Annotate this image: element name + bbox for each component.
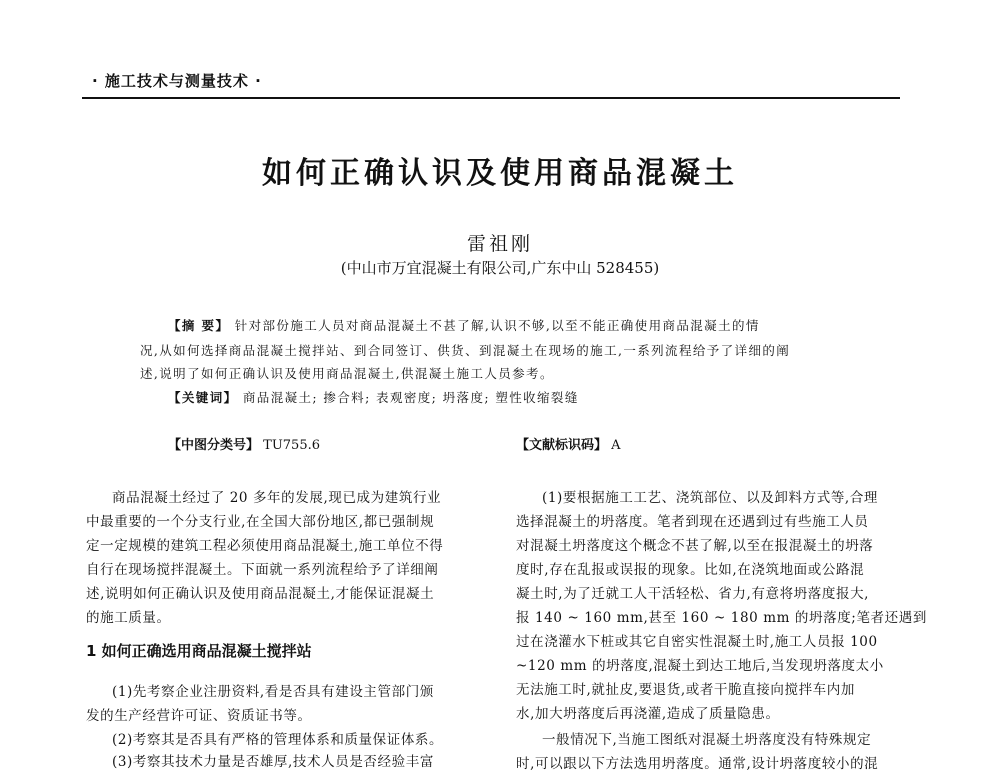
body-line: 水,加大坍落度后再浇灌,造成了质量隐患。 xyxy=(516,706,780,722)
abstract-label: 【摘 要】 xyxy=(168,318,230,333)
body-line: 的施工质量。 xyxy=(86,610,171,626)
classification-label: 【中图分类号】 xyxy=(168,438,260,453)
section-heading: 1 如何正确选用商品混凝土搅拌站 xyxy=(86,642,312,660)
author-name: 雷祖刚 xyxy=(466,233,533,255)
body-line: 选择混凝土的坍落度。笔者到现在还遇到过有些施工人员 xyxy=(516,514,869,530)
classification-value: TU755.6 xyxy=(263,438,320,453)
body-line: 发的生产经营许可证、资质证书等。 xyxy=(86,708,312,724)
body-line: 报 140 ~ 160 mm,甚至 160 ~ 180 mm 的坍落度;笔者还遇到 xyxy=(516,610,927,626)
keywords-label: 【关键词】 xyxy=(168,390,238,405)
body-line: (1)先考察企业注册资料,看是否具有建设主管部门颁 xyxy=(112,684,434,700)
body-line: 凝土时,为了迁就工人干活轻松、省力,有意将坍落度报大, xyxy=(516,586,870,602)
body-line: (2)考察其是否具有严格的管理体系和质量保证体系。 xyxy=(112,732,444,748)
abstract-line: 况,从如何选择商品混凝土搅拌站、到合同签订、供货、到混凝土在现场的施工,一系列流程给予了详细的阐 xyxy=(140,343,791,358)
body-line: 无法施工时,就扯皮,要退货,或者干脆直接向搅拌车内加 xyxy=(516,682,855,698)
body-line: (1)要根据施工工艺、浇筑部位、以及卸料方式等,合理 xyxy=(542,490,879,506)
article-title: 如何正确认识及使用商品混凝土 xyxy=(262,156,738,191)
body-line: 述,说明如何正确认识及使用商品混凝土,才能保证混凝土 xyxy=(86,586,435,602)
body-line: (3)考察其技术力量是否雄厚,技术人员是否经验丰富 xyxy=(112,754,434,770)
body-line: 自行在现场搅拌混凝土。下面就一系列流程给予了详细阐 xyxy=(86,562,439,578)
keywords-text: 商品混凝土; 掺合料; 表观密度; 坍落度; 塑性收缩裂缝 xyxy=(242,390,579,405)
body-line: 过在浇灌水下桩或其它自密实性混凝土时,施工人员报 100 xyxy=(516,634,878,650)
header-rule xyxy=(82,97,900,99)
doc-code-label: 【文献标识码】 xyxy=(516,438,608,453)
section-header: · 施工技术与测量技术 · xyxy=(92,72,262,90)
author-affiliation: (中山市万宜混凝土有限公司,广东中山 528455) xyxy=(340,259,660,277)
classification xyxy=(168,434,320,453)
body-line: 对混凝土坍落度这个概念不甚了解,以至在报混凝土的坍落 xyxy=(516,538,874,554)
body-line: ~120 mm 的坍落度,混凝土到达工地后,当发现坍落度太小 xyxy=(516,658,884,674)
body-line: 度时,存在乱报或误报的现象。比如,在浇筑地面或公路混 xyxy=(516,562,865,578)
abstract-text: 针对部份施工人员对商品混凝土不甚了解,认识不够,以至不能正确使用商品混凝土的情 xyxy=(234,318,760,333)
keywords-line xyxy=(168,388,579,406)
abstract-line xyxy=(168,316,760,334)
body-line: 定一定规模的建筑工程必须使用商品混凝土,施工单位不得 xyxy=(86,538,444,554)
body-line: 中最重要的一个分支行业,在全国大部份地区,都已强制规 xyxy=(86,514,435,530)
body-line: 时,可以跟以下方法选用坍落度。通常,设计坍落度较小的混 xyxy=(516,756,879,772)
doc-code-value: A xyxy=(611,438,621,453)
body-line: 商品混凝土经过了 20 多年的发展,现已成为建筑行业 xyxy=(112,490,442,506)
body-line: 一般情况下,当施工图纸对混凝土坍落度没有特殊规定 xyxy=(542,732,872,748)
abstract-line: 述,说明了如何正确认识及使用商品混凝土,供混凝土施工人员参考。 xyxy=(140,366,554,381)
doc-code xyxy=(516,434,621,453)
